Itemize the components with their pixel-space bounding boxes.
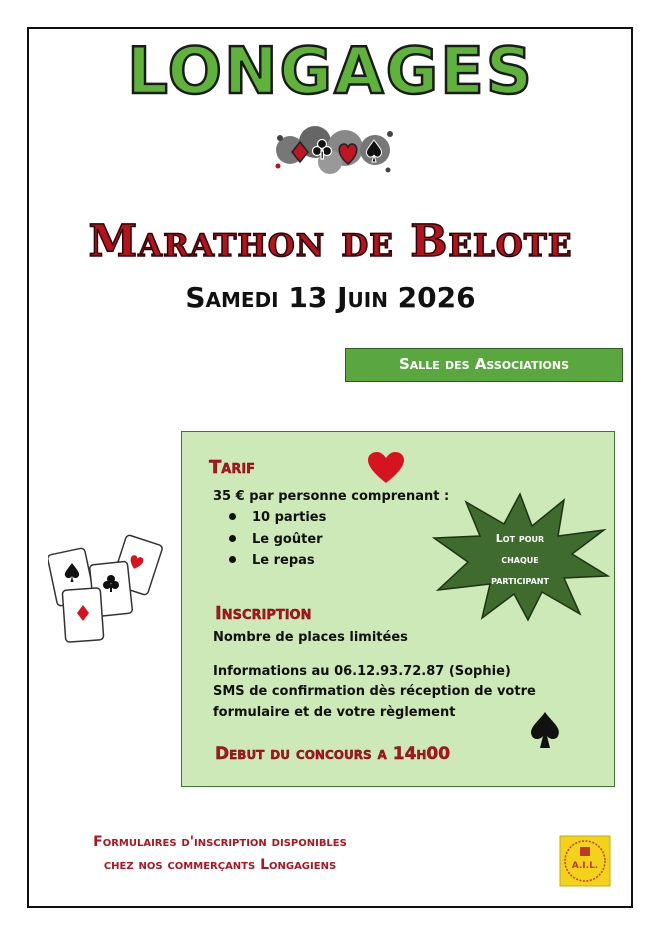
- association-logo-icon: [559, 835, 611, 887]
- logo-text: A.I.L.: [571, 861, 599, 871]
- tarif-item: 10 parties: [229, 510, 326, 525]
- footer-note: Formulaires d'inscription disponibles chez nos commerçants Longagiens: [93, 834, 347, 873]
- event-title: Marathon de Belote: [88, 216, 573, 267]
- card-suits-splash-icon: [270, 120, 400, 180]
- tarif-item: Le goûter: [229, 532, 323, 547]
- heart-icon: [368, 452, 404, 484]
- inscription-info: SMS de confirmation dès réception de votre: [213, 684, 536, 699]
- playing-cards-icon: [48, 533, 168, 643]
- start-time: Debut du concours a 14h00: [215, 744, 451, 764]
- tarif-price: 35 € par personne comprenant :: [213, 489, 450, 504]
- prize-badge-text: Lot pour chaque participant: [491, 532, 549, 587]
- venue-banner: Salle des Associations: [345, 348, 623, 382]
- tarif-heading: Tarif: [209, 457, 256, 478]
- inscription-limit: Nombre de places limitées: [213, 630, 408, 645]
- event-date: Samedi 13 Juin 2026: [185, 281, 476, 314]
- inscription-info: Informations au 06.12.93.72.87 (Sophie): [213, 664, 511, 679]
- inscription-heading: Inscription: [215, 603, 312, 624]
- inscription-info: formulaire et de votre règlement: [213, 705, 456, 720]
- tarif-item: Le repas: [229, 553, 315, 568]
- spade-icon: [528, 712, 562, 750]
- town-title: LONGAGES: [127, 35, 534, 109]
